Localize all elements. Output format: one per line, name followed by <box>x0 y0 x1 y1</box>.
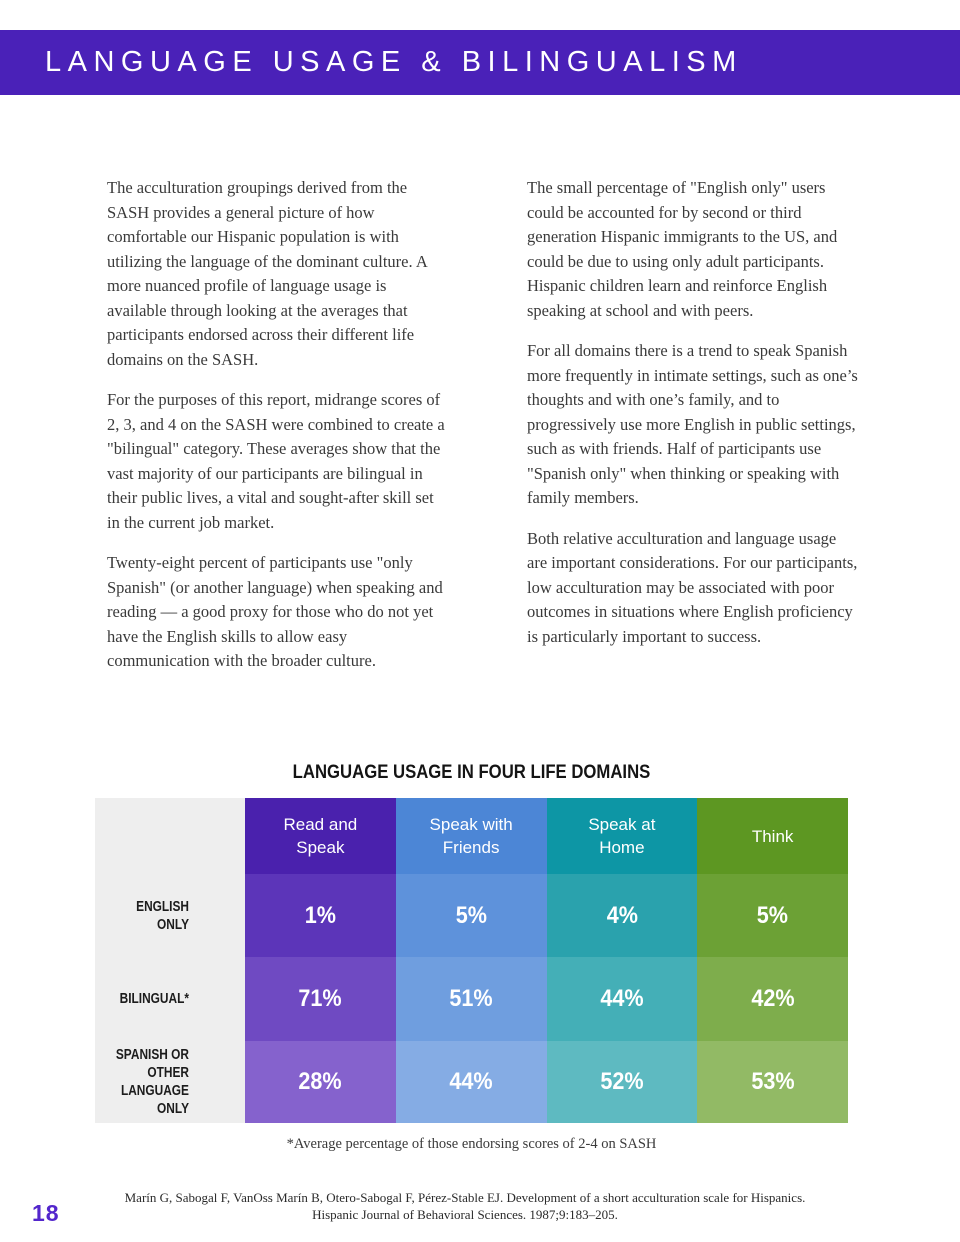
column-header-think <box>697 798 848 874</box>
column-header-label: Speak with Friends <box>429 815 513 857</box>
paragraph-left-2: For the purposes of this report, midrange scores of 2, 3, and 4 on the SASH were combined to create a "bilingual" category. These averages show that the vast majority of our participants are bilingual in their public lives, a vital and sought-after skill set in the current job market. <box>107 390 445 532</box>
table-cell-bilingual-read-and-speak: 71% <box>245 957 396 1041</box>
paragraph-left-1: The acculturation groupings derived from the SASH provides a general picture of how comfortable our Hispanic population is with utilizing the language of the dominant culture. A more nuanced profile of language usage is available through looking at the averages that participants endorsed across their different life domains on the SASH. <box>107 178 427 369</box>
row-label-english-only: ENGLISH ONLY <box>95 874 245 957</box>
table-footnote: *Average percentage of those endorsing scores of 2-4 on SASH <box>286 1136 657 1152</box>
language-usage-table-section <box>95 762 848 1153</box>
column-header-speak-at-home <box>547 798 698 874</box>
table-cell-bilingual-speak-at-home: 44% <box>547 957 698 1041</box>
table-cell-bilingual-think: 42% <box>697 957 848 1041</box>
right-column <box>527 176 860 690</box>
paragraph-right-2: For all domains there is a trend to speak Spanish more frequently in intimate settings, such as one’s thoughts and with one’s family, and to progressively use more English in public settings, such as with friends. Half of participants use "Spanish only" when thinking or speaking with family members. <box>527 341 858 507</box>
table-title: LANGUAGE USAGE IN FOUR LIFE DOMAINS <box>292 762 651 783</box>
header-banner <box>0 30 960 95</box>
column-header-speak-with-friends <box>396 798 547 874</box>
paragraph-left-3: Twenty-eight percent of participants use "only Spanish" (or another language) when speaking and reading — a good proxy for those who do not yet have the English skills to allow easy communication with the broader culture. <box>107 553 443 670</box>
citation: Marín G, Sabogal F, VanOss Marín B, Otero-Sabogal F, Pérez-Stable EJ. Development of a short acculturation scale for Hispanics. Hispanic Journal of Behavioral Sciences. 1987;9:183–205. <box>124 1190 806 1222</box>
row-label-bilingual: BILINGUAL* <box>95 957 245 1041</box>
body-text <box>107 176 860 690</box>
page-number: 18 <box>32 1200 60 1226</box>
table-cell-spanish-think: 53% <box>697 1041 848 1123</box>
left-column <box>107 176 445 690</box>
column-header-label: Speak at Home <box>588 815 656 857</box>
paragraph-right-1: The small percentage of "English only" users could be accounted for by second or third generation Hispanic immigrants to the US, and could be due to using only adult participants. Hispanic children learn and reinforce English speaking at school and with peers. <box>527 178 838 320</box>
paragraph-right-3: Both relative acculturation and language usage are important considerations. For our participants, low acculturation may be associated with poor outcomes in situations where English proficiency is particularly important to success. <box>527 528 858 646</box>
table-corner-cell <box>95 798 245 874</box>
table-cell-bilingual-speak-with-friends: 51% <box>396 957 547 1041</box>
page-title: LANGUAGE USAGE & BILINGUALISM <box>45 46 743 78</box>
column-header-label: Think <box>751 826 794 846</box>
table-cell-english-only-read-and-speak: 1% <box>245 874 396 957</box>
language-usage-table <box>95 798 848 1123</box>
row-label-spanish-or-other: SPANISH OR OTHER LANGUAGE ONLY <box>95 1041 245 1123</box>
column-header-read-and-speak <box>245 798 396 874</box>
table-cell-spanish-speak-at-home: 52% <box>547 1041 698 1123</box>
table-cell-english-only-speak-at-home: 4% <box>547 874 698 957</box>
table-cell-spanish-speak-with-friends: 44% <box>396 1041 547 1123</box>
table-cell-spanish-read-and-speak: 28% <box>245 1041 396 1123</box>
column-header-label: Read and Speak <box>283 815 358 857</box>
table-cell-english-only-think: 5% <box>697 874 848 957</box>
table-cell-english-only-speak-with-friends: 5% <box>396 874 547 957</box>
